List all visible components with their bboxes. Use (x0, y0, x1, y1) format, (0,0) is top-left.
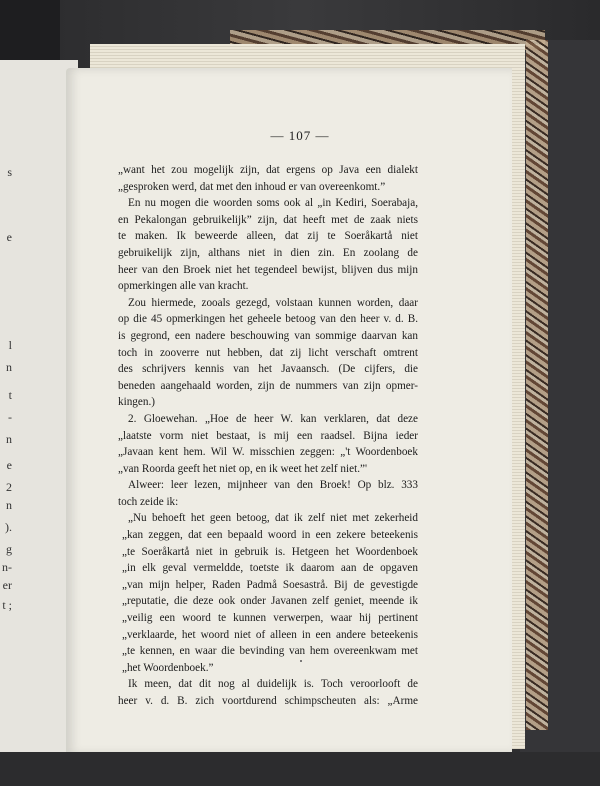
left-page-text-fragment: er (2, 578, 12, 592)
text-line: „gesproken werd, dat met den inhoud er van overeenkomt.” (118, 180, 386, 193)
left-page-text-fragment: t (8, 388, 12, 402)
text-line: „laatste vorm niet bestaat, is mij een raadsel. Bijna ieder (118, 429, 418, 442)
text-line: op die 45 opmerkingen het geheele betoog van den heer v. d. B. (118, 313, 418, 326)
text-line: Zou hiermede, zooals gezegd, volstaan kunnen worden, daar (128, 296, 418, 309)
text-line: „veilig een woord te kunnen verwerpen, waar hij pertinent (122, 612, 418, 625)
text-line: „reputatie, die deze ook onder Javanen zelf geniet, meende ik (122, 595, 418, 608)
text-line: des schrijvers kennis van het Javaansch. (De cijfers, die (118, 363, 418, 376)
bottom-background (0, 752, 600, 786)
left-page-text-fragment: l (8, 338, 12, 352)
text-line: beneden aangehaald worden, zijn de nummers van zijn opmer- (118, 379, 418, 392)
text-line: 2. Gloewehan. „Hoe de heer W. kan verklaren, dat deze (128, 412, 418, 425)
left-page-text-fragment: 2 (6, 480, 12, 494)
left-page-text-fragment: e (6, 458, 12, 472)
text-line: „kan zeggen, dat een bepaald woord in een zekere beteekenis (122, 529, 418, 542)
text-line: kingen.) (118, 396, 155, 409)
left-page-text-fragment: s (7, 165, 12, 179)
left-page-text-fragment: ). (5, 520, 12, 534)
left-page-text-fragment: - (8, 410, 12, 424)
text-line: heer v. d. B. zich voortdurend schimpscheuten als: „Arme (118, 695, 418, 707)
text-line: te maken. Ik beweerde alleen, dat zij te Soeråkartå niet (118, 230, 418, 243)
left-page-text-fragment: t ; (2, 598, 12, 612)
text-line: „te kennen, en waar die bevinding van hem overeenkwam met (122, 645, 418, 658)
text-line: opmerkingen alle van kracht. (118, 280, 249, 293)
page-body-text (118, 162, 418, 710)
left-page-text-fragment: g (6, 542, 12, 556)
text-line: heer van den Broek niet het tegendeel bewijst, blijven dus mijn (118, 263, 418, 276)
paper-speck (300, 660, 302, 662)
text-line: „Nu behoeft het geen betoog, dat ik zelf niet met zekerheid (128, 512, 418, 525)
text-line: „van mijn helper, Raden Padmå Soesastrå. Bij de gevestigde (122, 578, 418, 591)
text-line: „te Soeråkartå niet in gebruik is. Hetgeen het Woordenboek (122, 545, 418, 558)
left-page-text-fragment: n (6, 432, 12, 446)
text-line: „verklaarde, het woord niet of alleen in een andere beteekenis (122, 628, 418, 641)
text-line: „in elk geval vermeldde, toetste ik daarom aan de opgaven (122, 562, 418, 575)
left-page-text-fragment: e (6, 230, 12, 244)
text-line: toch in zooverre nut hebben, dat zij licht verschaft omtrent (118, 346, 418, 359)
text-line: En nu mogen die woorden soms ook al „in Kediri, Soerabaja, (128, 197, 418, 210)
text-line: en Pekalongan gebruikelijk” zijn, dat heeft met de zaak niets (118, 213, 418, 226)
text-line: is gegrond, een nadere beschouwing van sommige daarvan kan (118, 329, 418, 342)
left-page-text-fragment: n (6, 360, 12, 374)
left-page-text-fragment: n- (2, 560, 12, 574)
page-number: — 107 — (270, 128, 330, 143)
text-line: „want het zou mogelijk zijn, dat ergens op Java een dialekt (118, 164, 418, 176)
text-line: Ik meen, dat dit nog al duidelijk is. Toch veroorlooft de (128, 678, 418, 691)
text-line: toch zeide ik: (118, 495, 179, 508)
text-line: „van Roorda geeft het niet op, en ik weet het zelf niet.”' (118, 462, 367, 475)
text-line: „het Woordenboek.” (122, 661, 214, 674)
left-page-text-fragment: n (6, 498, 12, 512)
text-line: Alweer: leer lezen, mijnheer van den Broek! Op blz. 333 (128, 479, 418, 492)
text-line: gebruikelijk zijn, althans niet in dien zin. En zoolang de (118, 246, 418, 259)
text-line: „Javaan kent hem. Wil W. misschien zeggen: „'t Woordenboek (118, 446, 418, 459)
